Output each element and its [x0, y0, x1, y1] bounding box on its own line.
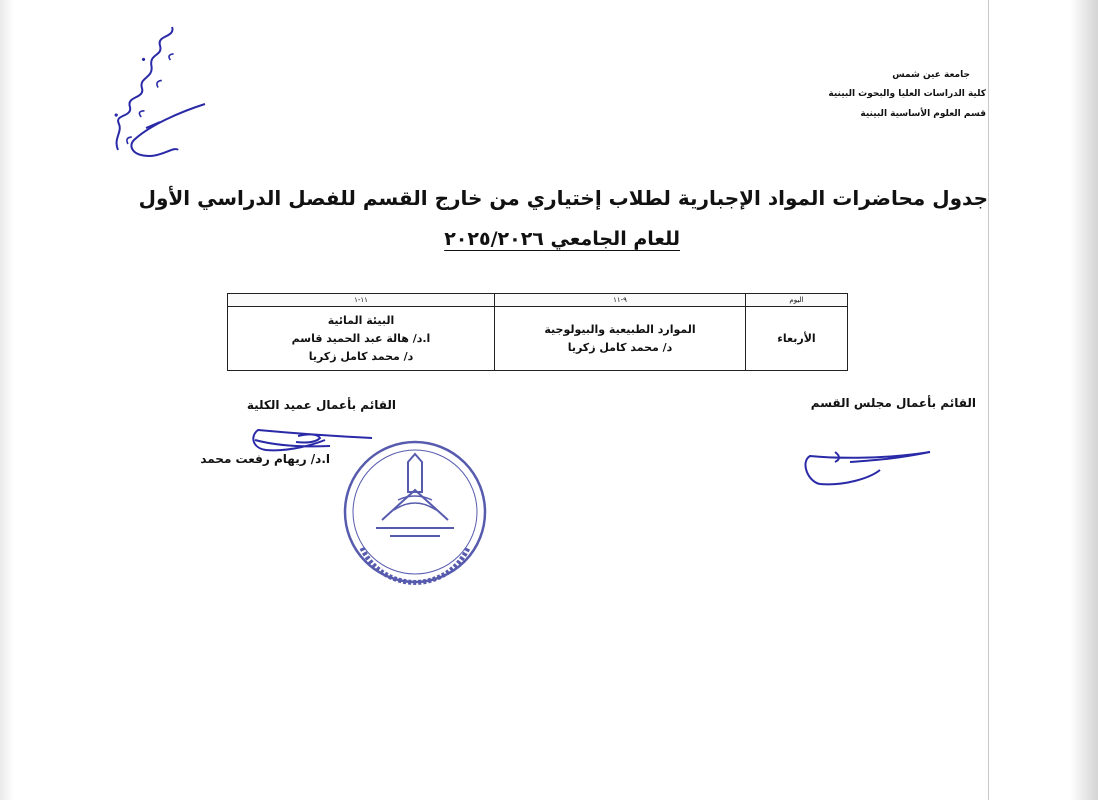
document-title: جدول محاضرات المواد الإجبارية لطلاب إختياري من خارج القسم للفصل الدراسي الأول — [138, 186, 988, 210]
right-signature — [805, 452, 930, 484]
slot-1-course: الموارد الطبيعية والبيولوجية — [544, 322, 696, 336]
header-faculty: كلية الدراسات العليا والبحوث البينية — [828, 89, 986, 99]
right-signature-title: القائم بأعمال مجلس القسم — [810, 396, 976, 410]
slot-2-instructor-2: د/ محمد كامل زكريا — [308, 349, 414, 363]
day-label: الأربعاء — [777, 331, 816, 345]
header-department: قسم العلوم الأساسية البينية — [860, 109, 986, 119]
header-university: جامعة عين شمس — [892, 70, 970, 80]
slot-2-instructor-1: ا.د/ هالة عبد الحميد قاسم — [291, 331, 431, 345]
header-slot-1: ٩-١١ — [495, 294, 746, 307]
left-signature-name: ا.د/ ريهام رفعت محمد — [200, 452, 330, 466]
left-signature-title: القائم بأعمال عميد الكلية — [246, 398, 396, 412]
left-signature — [253, 430, 372, 450]
slot-2-course: البيئة المائية — [327, 313, 395, 327]
header-slot-2: ١١-١ — [228, 294, 495, 307]
slot-1-instructor: د/ محمد كامل زكريا — [567, 340, 673, 354]
faculty-stamp — [345, 442, 485, 582]
header-day: اليوم — [746, 294, 848, 307]
document-subtitle: للعام الجامعي ٢٠٢٥/٢٠٢٦ — [444, 228, 680, 250]
